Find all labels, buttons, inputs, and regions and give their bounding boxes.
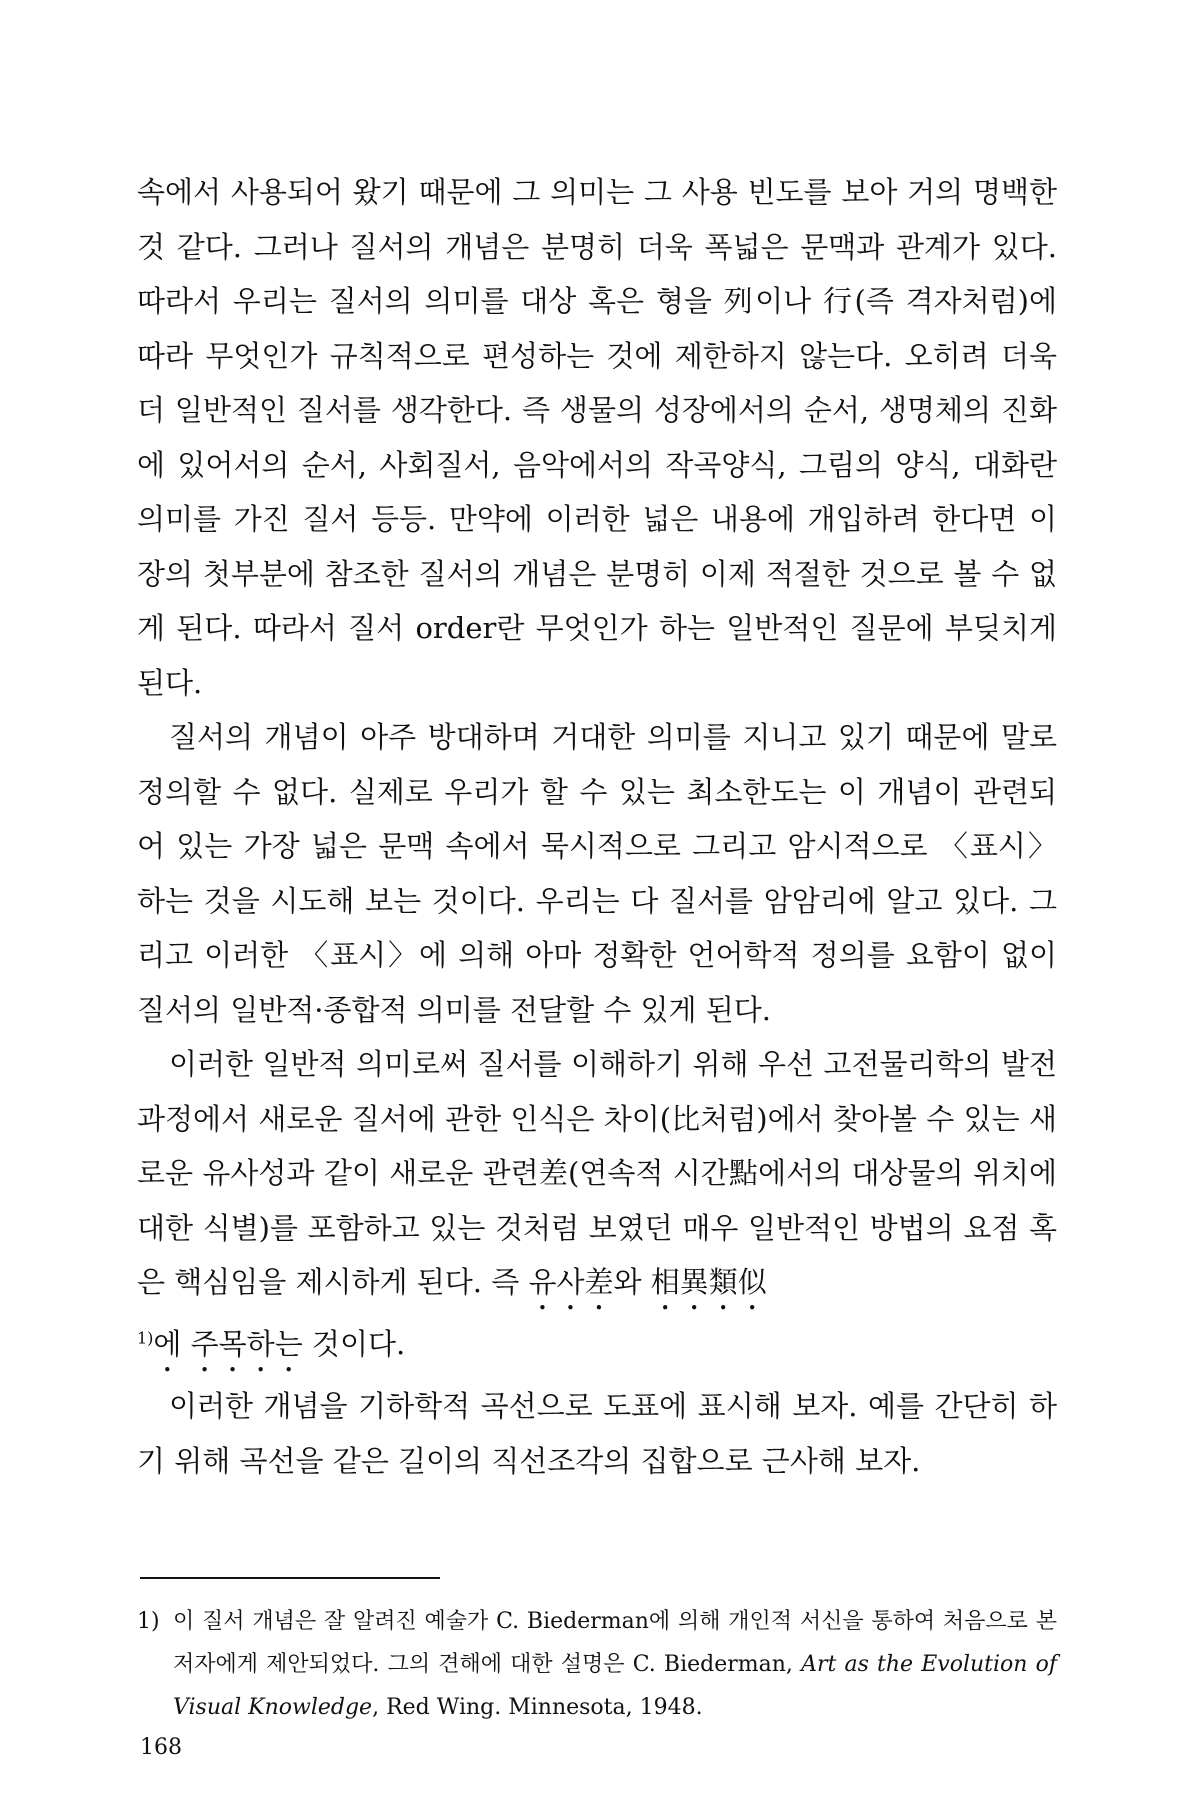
footnote-reference: 1) [137, 1328, 154, 1348]
paragraph-3 [137, 1037, 1057, 1379]
footnote [137, 1600, 1057, 1729]
footnote-text-a: 이 질서 개념은 잘 알려진 예술가 C. Biederman에 의해 개인적 서신을 통하여 처음으로 본 저자에게 제안되었다. 그의 견해에 대한 설명은 C. Biederman, [173, 1609, 1057, 1677]
body-text [137, 165, 1057, 1488]
footnote-body [173, 1600, 1057, 1729]
footnote-book-title: Art as the Evolution of Visual Knowledge [173, 1652, 1057, 1720]
page-number: 168 [140, 1735, 182, 1760]
paragraph-1: 속에서 사용되어 왔기 때문에 그 의미는 그 사용 빈도를 보아 거의 명백한 것 같다. 그러나 질서의 개념은 분명히 더욱 폭넓은 문맥과 관계가 있다. 따라서 우리는 질서의 의미를 대상 혹은 형을 列이나 行(즉 격자처럼)에 따라 무엇인가 규칙적으로 편성하는 것에 제한하지 않는다. 오히려 더욱 더 일반적인 질서를 생각한다. 즉 생물의 성장에서의 순서, 생명체의 진화에 있어서의 순서, 사회질서, 음악에서의 작곡양식, 그림의 양식, 대화란 의미를 가진 질서 등등. 만약에 이러한 넓은 내용에 개입하려 한다면 이 장의 첫부분에 참조한 질서의 개념은 분명히 이제 적절한 것으로 볼 수 없게 된다. 따라서 질서 order란 무엇인가 하는 일반적인 질문에 부딪치게 된다. [137, 175, 1057, 700]
emphasis-similar-difference: 유사差 [528, 1265, 614, 1299]
paragraph-4: 이러한 개념을 기하학적 곡선으로 도표에 표시해 보자. 예를 간단히 하기 위해 곡선을 같은 길이의 직선조각의 집합으로 근사해 보자. [137, 1389, 1057, 1478]
footnote-number: 1) [137, 1609, 160, 1634]
footnote-divider [140, 1577, 440, 1579]
paragraph-2: 질서의 개념이 아주 방대하며 거대한 의미를 지니고 있기 때문에 말로 정의할 수 없다. 실제로 우리가 할 수 있는 최소한도는 이 개념이 관련되어 있는 가장 넓은 문맥 속에서 묵시적으로 그리고 암시적으로 〈표시〉하는 것을 시도해 보는 것이다. 우리는 다 질서를 암암리에 알고 있다. 그리고 이러한 〈표시〉에 의해 아마 정확한 언어학적 정의를 요함이 없이 질서의 일반적·종합적 의미를 전달할 수 있게 된다. [137, 720, 1057, 1027]
paragraph-3-text-c: 것이다. [302, 1327, 406, 1361]
emphasis-attention: 에 주목하는 [153, 1327, 303, 1361]
paragraph-3-text-b: 와 [613, 1265, 651, 1299]
footnote-text-b: , Red Wing. Minnesota, 1948. [372, 1695, 703, 1720]
emphasis-different-similarity: 相異類似 [650, 1265, 767, 1299]
paragraph-3-text-a: 이러한 일반적 의미로써 질서를 이해하기 위해 우선 고전물리학의 발전과정에서 새로운 질서에 관한 인식은 차이(比처럼)에서 찾아볼 수 있는 새로운 유사성과 같이 새로운 관련差(연속적 시간點에서의 대상물의 위치에 대한 식별)를 포함하고 있는 것처럼 보였던 매우 일반적인 방법의 요점 혹은 핵심임을 제시하게 된다. 즉 [137, 1047, 1057, 1299]
